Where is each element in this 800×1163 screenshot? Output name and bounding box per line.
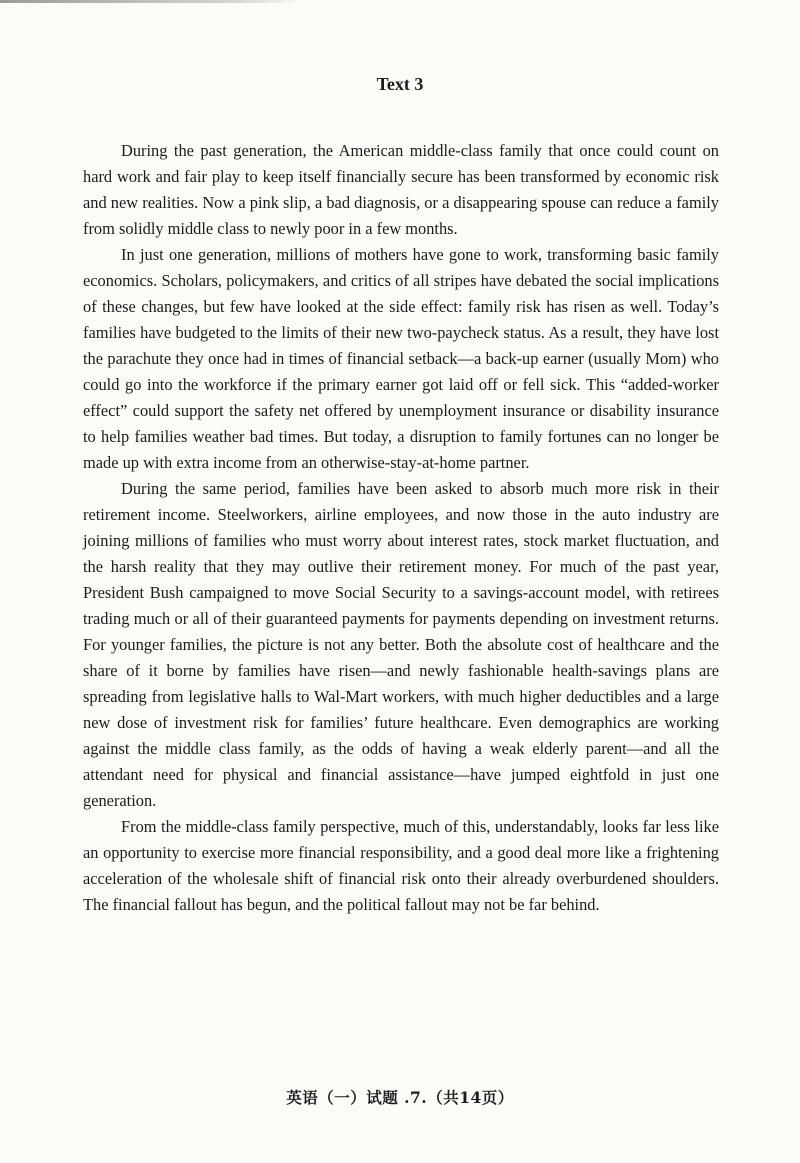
- paragraph-4: From the middle-class family perspective, much of this, understandably, looks far less like an opportunity to exercise more financial responsibility, and a good deal more like a frightening acceleration of the wholesale shift of financial risk onto their already overburdened shoulders. The financial fallout has begun, and the political fallout may not be far behind.: [83, 817, 719, 914]
- paragraph-2: In just one generation, millions of mothers have gone to work, transforming basic family economics. Scholars, policymakers, and critics of all stripes have debated the social implications of these changes, but few have looked at the side effect: family risk has risen as well. Today’s families have budgeted to the limits of their new two-paycheck status. As a result, they have lost the parachute they once had in times of financial setback—a back-up earner (usually Mom) who could go into the workforce if the primary earner got laid off or fell sick. This “added-worker effect” could support the safety net offered by unemployment insurance or disability insurance to help families weather bad times. But today, a disruption to family fortunes can no longer be made up with extra income from an otherwise-stay-at-home partner.: [83, 245, 719, 472]
- paragraph-3: During the same period, families have been asked to absorb much more risk in their retirement income. Steelworkers, airline employees, and now those in the auto industry are joining millions of families who must worry about interest rates, stock market fluctuation, and the harsh reality that they may outlive their retirement money. For much of the past year, President Bush campaigned to move Social Security to a savings-account model, with retirees trading much or all of their guaranteed payments for payments depending on investment returns. For younger families, the picture is not any better. Both the absolute cost of healthcare and the share of it borne by families have risen—and newly fashionable health-savings plans are spreading from legislative halls to Wal-Mart workers, with much higher deductibles and a large new dose of investment risk for families’ future healthcare. Even demographics are working against the middle class family, as the odds of having a weak elderly parent—and all the attendant need for physical and financial assistance—have jumped eightfold in just one generation.: [83, 479, 719, 810]
- page-title: Text 3: [376, 74, 424, 94]
- article-body: [83, 138, 719, 918]
- page-top-edge-rule: [0, 0, 300, 3]
- paragraph-1: During the past generation, the American middle-class family that once could count on hard work and fair play to keep itself financially secure has been transformed by economic risk and new realities. Now a pink slip, a bad diagnosis, or a disappearing spouse can reduce a family from solidly middle class to newly poor in a few months.: [83, 141, 719, 238]
- page-footer: 英语（一）试题 .7.（共14页）: [286, 1088, 514, 1107]
